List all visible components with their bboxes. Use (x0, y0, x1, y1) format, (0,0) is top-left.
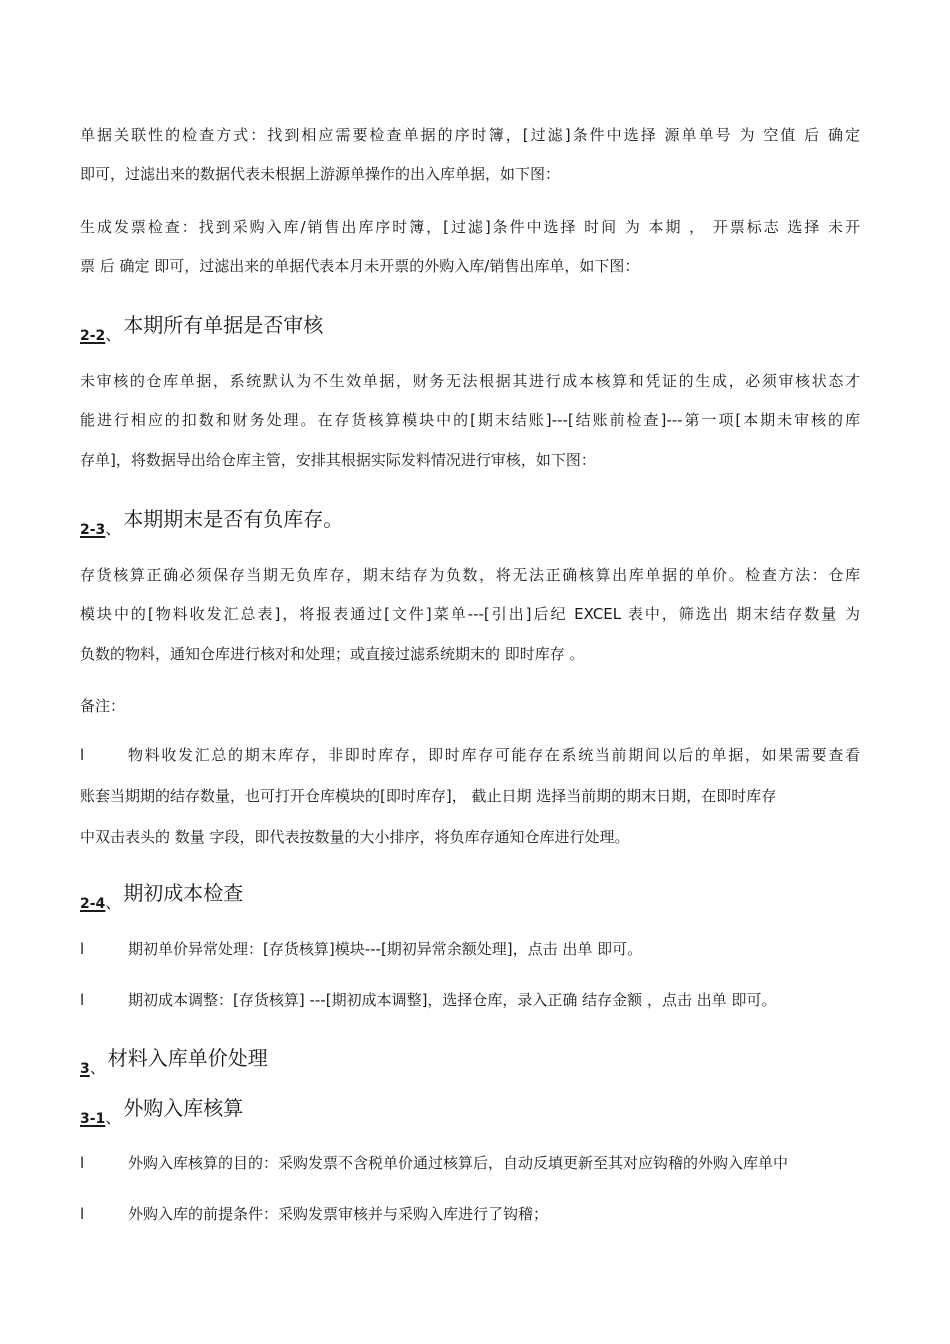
section-separator: 、 (105, 1108, 122, 1127)
text-line: 物料收发汇总的期末库存，非即时库存，即时库存可能存在系统当前期间以后的单据，如果需要查看 (128, 746, 860, 764)
section-title: 本期所有单据是否审核 (123, 313, 324, 337)
text-line: 存单]，将数据导出给仓库主管，安排其根据实际发料情况进行审核，如下图： (80, 451, 596, 469)
note-bullet-paragraph (80, 746, 870, 846)
text-line: 存货核算正确必须保存当期无负库存，期末结存为负数，将无法正确核算出库单据的单价。检查方法：仓库 (80, 566, 860, 584)
section-separator: 、 (89, 1058, 106, 1077)
section-heading-3-1 (80, 1096, 244, 1129)
bullet-marker: l (80, 1154, 85, 1172)
section-number: 2-4 (80, 896, 106, 912)
paragraph-negative-inventory (80, 566, 870, 676)
section-separator: 、 (105, 519, 122, 538)
section-heading-2-2 (80, 313, 324, 346)
text-line: 中双击表头的 数量 字段，即代表按数量的大小排序，将负库存通知仓库进行处理。 (80, 828, 630, 846)
section-separator: 、 (105, 325, 122, 344)
text-line: 负数的物料，通知仓库进行核对和处理；或直接过滤系统期末的 即时库存 。 (80, 645, 585, 663)
text-line: 即可，过滤出来的数据代表未根据上游源单操作的出入库单据，如下图： (80, 165, 561, 183)
section-title: 材料入库单价处理 (107, 1046, 268, 1070)
text-line: 外购入库的前提条件：采购发票审核并与采购入库进行了钩稽； (128, 1205, 549, 1223)
intro-paragraph-source-check (80, 126, 870, 196)
intro-paragraph-invoice-check (80, 218, 870, 288)
text-line: 备注： (80, 697, 126, 715)
section-number: 2-2 (80, 328, 106, 344)
section-separator: 、 (105, 893, 122, 912)
section-heading-2-4 (80, 881, 244, 914)
bullet-marker: l (80, 746, 85, 764)
section-heading-2-3 (80, 507, 344, 540)
section-title: 期初成本检查 (123, 881, 244, 905)
section-title: 外购入库核算 (123, 1096, 244, 1120)
text-line: 生成发票检查：找到采购入库/销售出库序时簿，[过滤]条件中选择 时间 为 本期 ， 开票标志 选择 未开 (80, 218, 860, 236)
text-line: 未审核的仓库单据，系统默认为不生效单据，财务无法根据其进行成本核算和凭证的生成，必须审核状态才 (80, 372, 860, 390)
text-line: 期初单价异常处理：[存货核算]模块---[期初异常余额处理]，点击 出单 即可。 (128, 940, 643, 958)
section-number: 2-3 (80, 522, 106, 538)
bullet-marker: l (80, 991, 85, 1009)
section-heading-3 (80, 1046, 268, 1079)
section-number: 3 (80, 1061, 90, 1077)
bullet-marker: l (80, 1205, 85, 1223)
text-line: 模块中的[物料收发汇总表]，将报表通过[文件]菜单---[引出]后纪 EXCEL 表中，筛选出 期末结存数量 为 (80, 605, 860, 623)
text-line: 外购入库核算的目的：采购发票不含税单价通过核算后，自动反填更新至其对应钩稽的外购入库单中 (128, 1154, 789, 1172)
text-line: 票 后 确定 即可，过滤出来的单据代表本月未开票的外购入库/销售出库单，如下图： (80, 257, 640, 275)
section-number: 3-1 (80, 1111, 106, 1127)
section-title: 本期期末是否有负库存。 (123, 507, 344, 531)
text-line: 账套当期期的结存数量，也可打开仓库模块的[即时库存]， 截止日期 选择当前期的期末日期，在即时库存 (80, 787, 777, 805)
text-line: 能进行相应的扣数和财务处理。在存货核算模块中的[期末结账]---[结账前检查]---第一项[本期未审核的库 (80, 411, 860, 429)
text-line: 单据关联性的检查方式：找到相应需要检查单据的序时簿，[过滤]条件中选择 源单单号 为 空值 后 确定 (80, 126, 860, 144)
text-line: 期初成本调整：[存货核算] ---[期初成本调整]，选择仓库，录入正确 结存金额 ，点击 出单 即可。 (128, 991, 777, 1009)
paragraph-unapproved-documents (80, 372, 870, 482)
bullet-marker: l (80, 940, 85, 958)
